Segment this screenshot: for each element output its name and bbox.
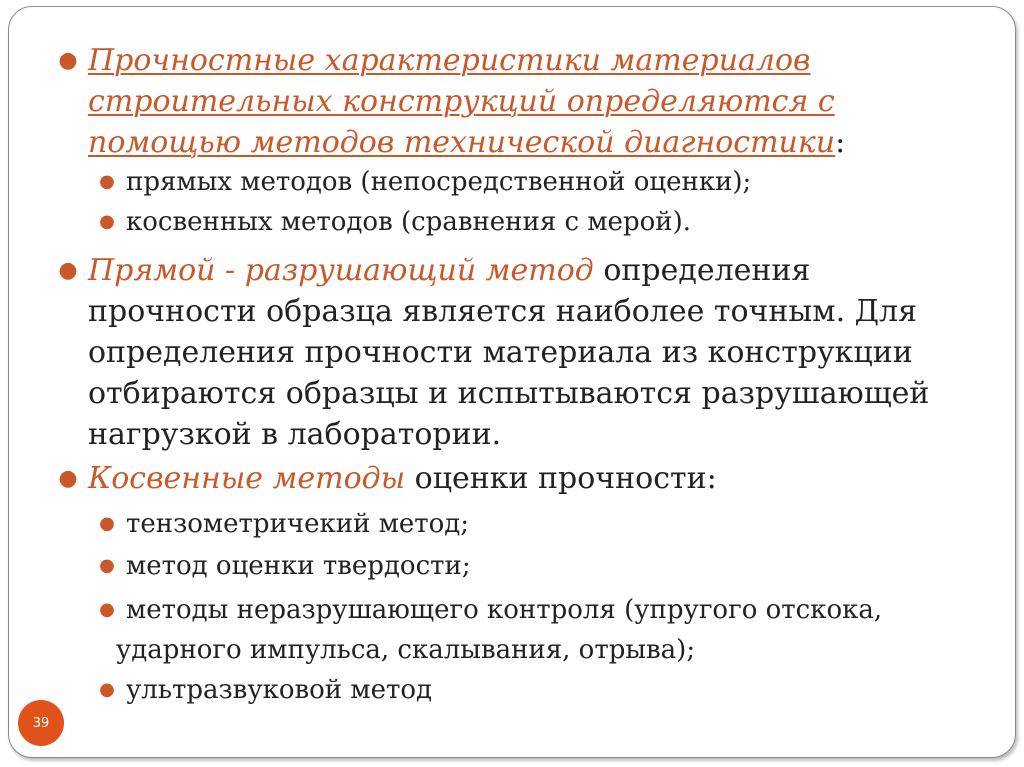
- sub-bullet-hardness: [99, 546, 996, 586]
- bullet-dot: ●: [99, 513, 115, 534]
- bullet-direct-destructive-method: [58, 250, 998, 455]
- bullet-dot: ●: [99, 679, 115, 700]
- bullet-dot: ●: [58, 48, 78, 73]
- sub-bullet-tensometric: [99, 504, 996, 544]
- sub-bullet-text: косвенных методов (сравнения с мерой).: [126, 207, 691, 237]
- accent-line: строительных конструкций определяются с: [88, 84, 835, 119]
- page-number: 39: [32, 715, 50, 731]
- accent-term: Косвенные методы: [88, 461, 406, 496]
- paragraph-line: определения: [593, 253, 811, 288]
- bullet-strength-characteristics: [58, 40, 998, 163]
- sub-bullet-text: ультразвуковой метод: [126, 675, 433, 705]
- sub-bullet-text: прямых методов (непосредственной оценки);: [126, 167, 752, 197]
- sub-bullet-text-continued: ударного импульса, скалывания, отрыва);: [116, 635, 696, 665]
- bullet-dot: ●: [99, 555, 115, 576]
- sub-bullet-nondestructive: [99, 590, 996, 670]
- bullet-dot: ●: [99, 599, 115, 620]
- sub-bullet-direct-methods: [99, 162, 996, 202]
- paragraph-line: определения прочности материала из конструкции: [88, 335, 913, 370]
- bullet-dot: ●: [99, 171, 115, 192]
- sub-bullet-text: тензометричекий метод;: [126, 509, 470, 539]
- paragraph-line: прочности образца является наиболее точным. Для: [88, 294, 918, 329]
- bullet-dot: ●: [99, 211, 115, 232]
- paragraph-line: нагрузкой в лаборатории.: [88, 417, 502, 452]
- bullet-dot: ●: [58, 258, 78, 283]
- sub-bullet-text: методы неразрушающего контроля (упругого отскока,: [126, 595, 883, 625]
- accent-line: Прочностные характеристики материалов: [88, 43, 811, 78]
- paragraph-line: отбираются образцы и испытываются разрушающей: [88, 376, 930, 411]
- accent-line: помощью методов технической диагностики: [88, 125, 836, 160]
- bullet-dot: ●: [58, 466, 78, 491]
- bullet-indirect-methods: [58, 458, 998, 499]
- sub-bullet-indirect-methods: [99, 202, 996, 242]
- sub-bullet-ultrasonic: [99, 670, 996, 710]
- colon: :: [835, 125, 846, 160]
- sub-bullet-text: метод оценки твердости;: [126, 551, 471, 581]
- paragraph-line: оценки прочности:: [405, 461, 717, 496]
- accent-term: Прямой - разрушающий метод: [88, 253, 594, 288]
- page-number-badge: [18, 700, 64, 746]
